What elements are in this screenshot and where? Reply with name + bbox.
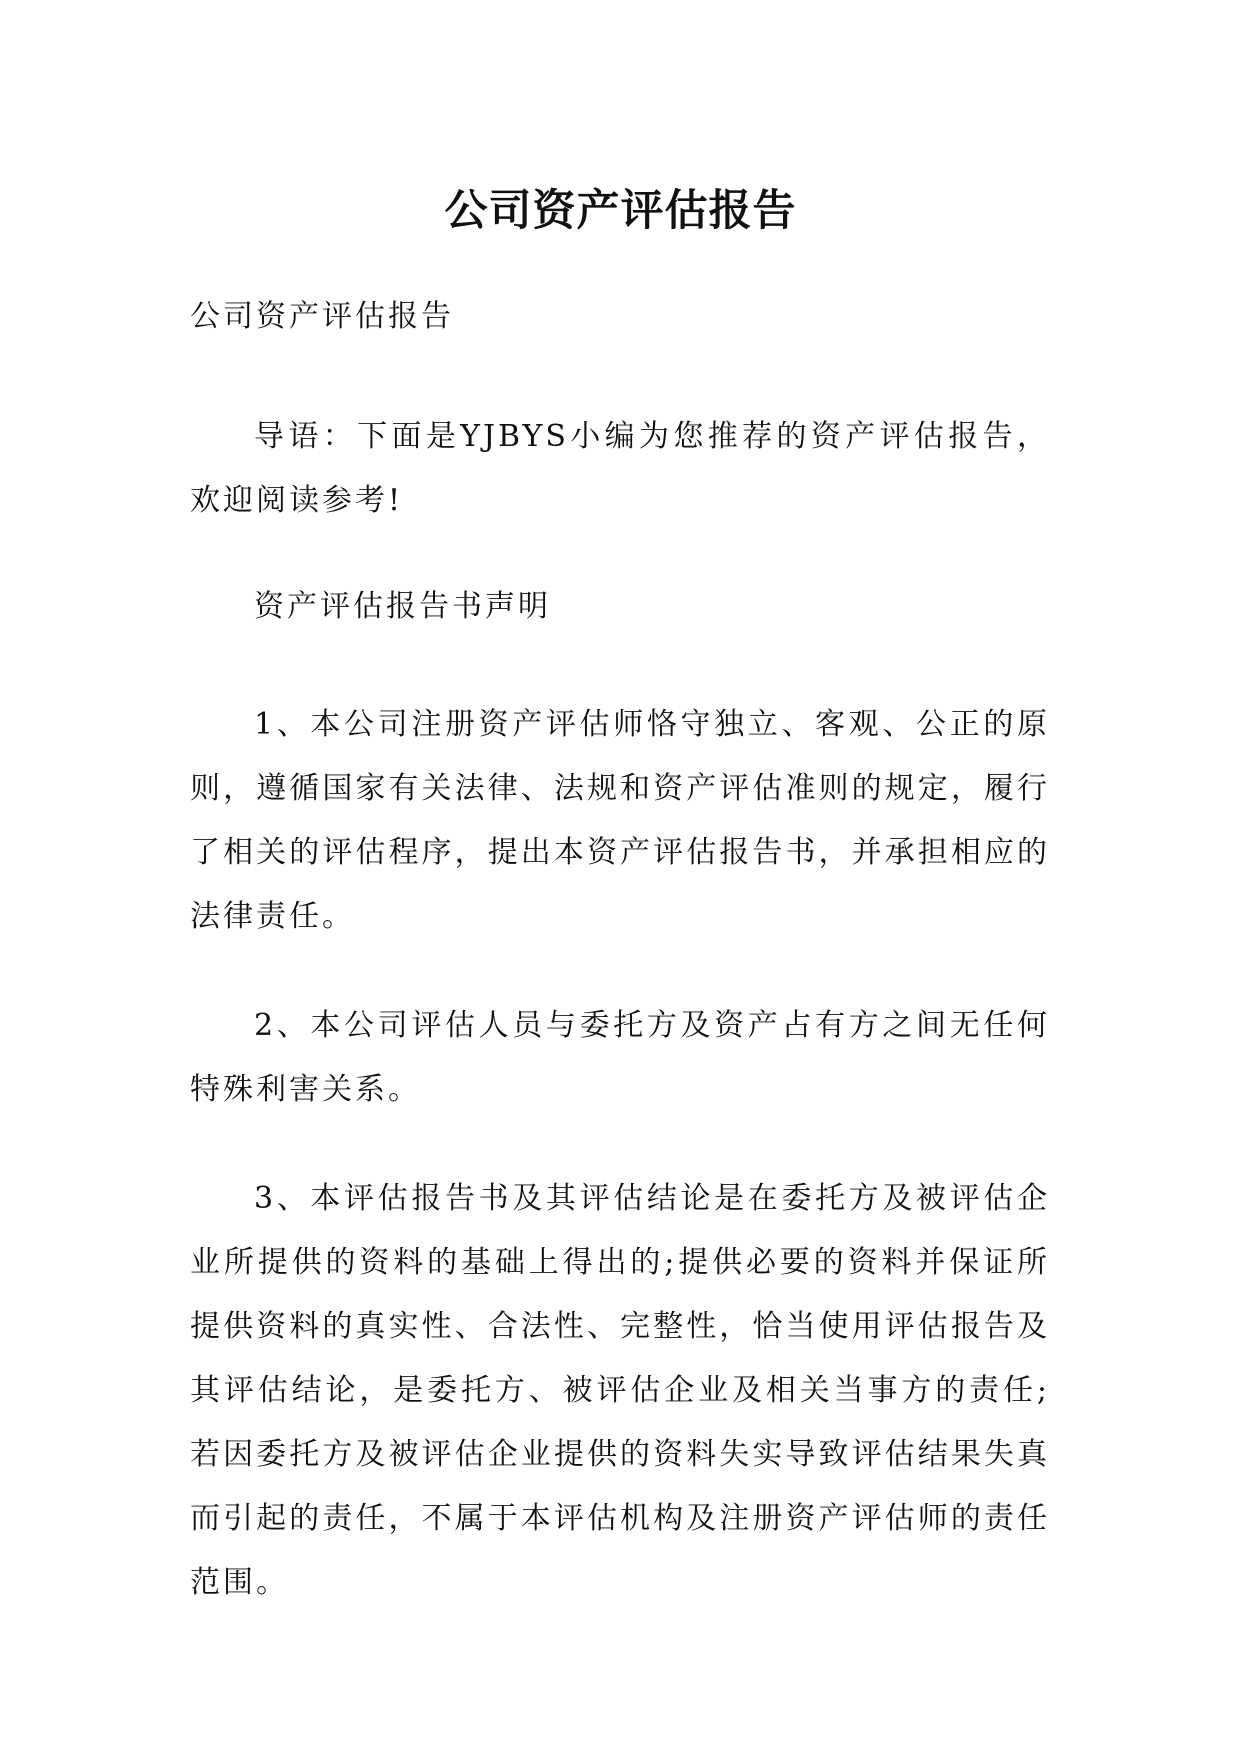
document-subtitle: 公司资产评估报告 [190,299,454,334]
statement-heading: 资产评估报告书声明 [254,589,551,624]
statement-item-1: 1、本公司注册资产评估师恪守独立、客观、公正的原则，遵循国家有关法律、法规和资产评估准则的规定，履行了相关的评估程序，提出本资产评估报告书，并承担相应的法律责任。 [190,707,1050,934]
page-title: 公司资产评估报告 [444,185,797,236]
statement-item-2: 2、本公司评估人员与委托方及资产占有方之间无任何特殊利害关系。 [190,1008,1050,1107]
statement-item-3: 3、本评估报告书及其评估结论是在委托方及被评估企业所提供的资料的基础上得出的;提供必要的资料并保证所提供资料的真实性、合法性、完整性，恰当使用评估报告及其评估结论，是委托方、被评估企业及相关当事方的责任;若因委托方及被评估企业提供的资料失实导致评估结果失真而引起的责任，不属于本评估机构及注册资产评估师的责任范围。 [190,1181,1050,1600]
intro-paragraph: 导语：下面是YJBYS小编为您推荐的资产评估报告，欢迎阅读参考! [190,419,1050,518]
